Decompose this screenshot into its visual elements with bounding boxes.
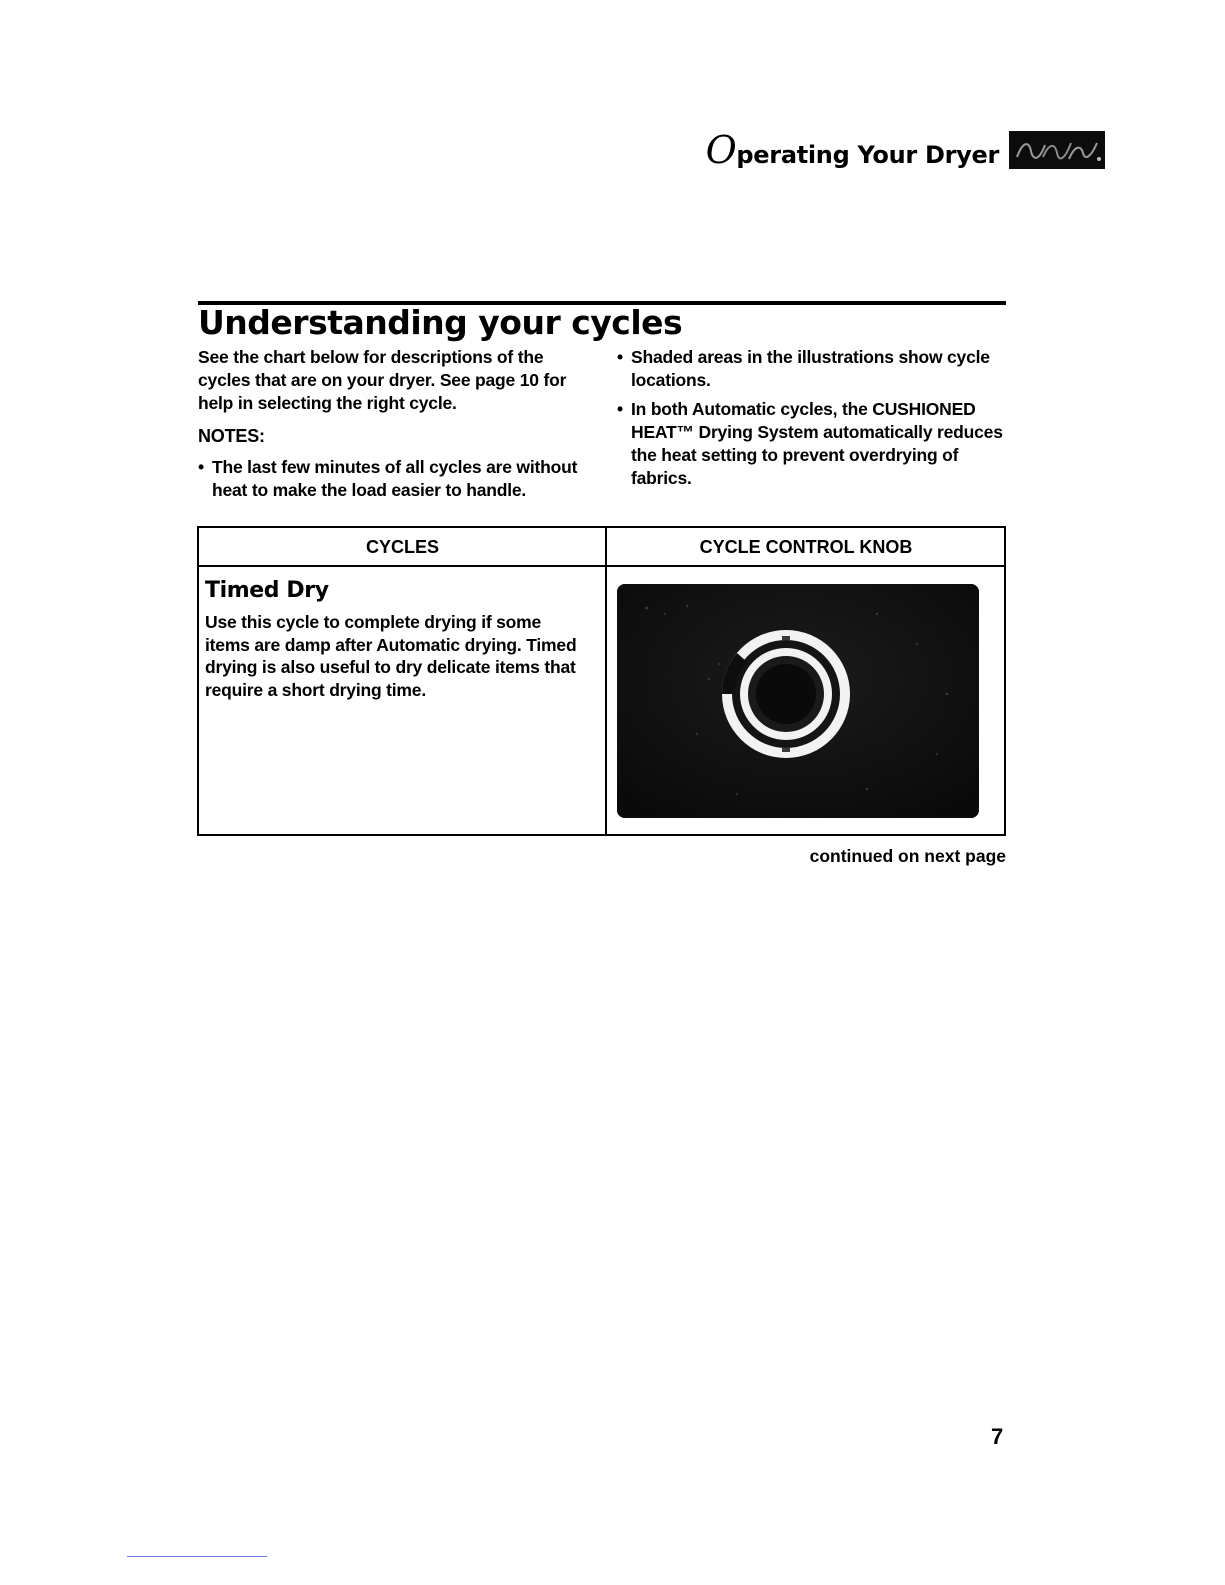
running-header xyxy=(706,128,1105,172)
intro-right-column xyxy=(617,346,1012,490)
note-item xyxy=(198,456,593,502)
intro-paragraph: See the chart below for descriptions of the cycles that are on your dryer. See page 10 for help in selecting the right cycle. xyxy=(198,347,567,413)
intro-left-column xyxy=(198,346,593,502)
continued-note: continued on next page xyxy=(809,846,1006,866)
note-text: The last few minutes of all cycles are without heat to make the load easier to handle. xyxy=(212,457,578,500)
brand-logo-icon xyxy=(1009,131,1105,169)
cycle-description: Use this cycle to complete drying if some items are damp after Automatic drying. Timed drying is also useful to dry delicate items that require a short drying time. xyxy=(205,612,577,700)
column-header-cycles: CYCLES xyxy=(365,537,439,557)
cycle-control-knob-icon xyxy=(617,584,979,818)
running-title xyxy=(706,128,999,172)
running-title-initial: O xyxy=(705,128,737,172)
scan-underline xyxy=(127,1556,267,1557)
cycles-table xyxy=(197,526,1006,836)
bullet-icon: • xyxy=(617,347,623,367)
table-row xyxy=(205,578,590,701)
note-item xyxy=(617,398,1012,490)
column-header-knob: CYCLE CONTROL KNOB xyxy=(699,537,913,557)
running-title-text: perating Your Dryer xyxy=(736,141,999,169)
column-divider xyxy=(605,528,607,834)
bullet-icon: • xyxy=(617,399,623,419)
bullet-icon: • xyxy=(198,457,204,477)
cycle-name: Timed Dry xyxy=(205,578,329,603)
section-title: Understanding your cycles xyxy=(198,303,683,342)
notes-heading: NOTES: xyxy=(198,426,265,446)
note-text: In both Automatic cycles, the CUSHIONED HEAT™ Drying System automatically reduces the heat setting to prevent overdrying of fabrics. xyxy=(631,399,1003,488)
header-divider xyxy=(199,565,1004,567)
note-item xyxy=(617,346,1012,392)
page-number: 7 xyxy=(991,1424,1004,1449)
note-text: Shaded areas in the illustrations show cycle locations. xyxy=(631,347,990,390)
